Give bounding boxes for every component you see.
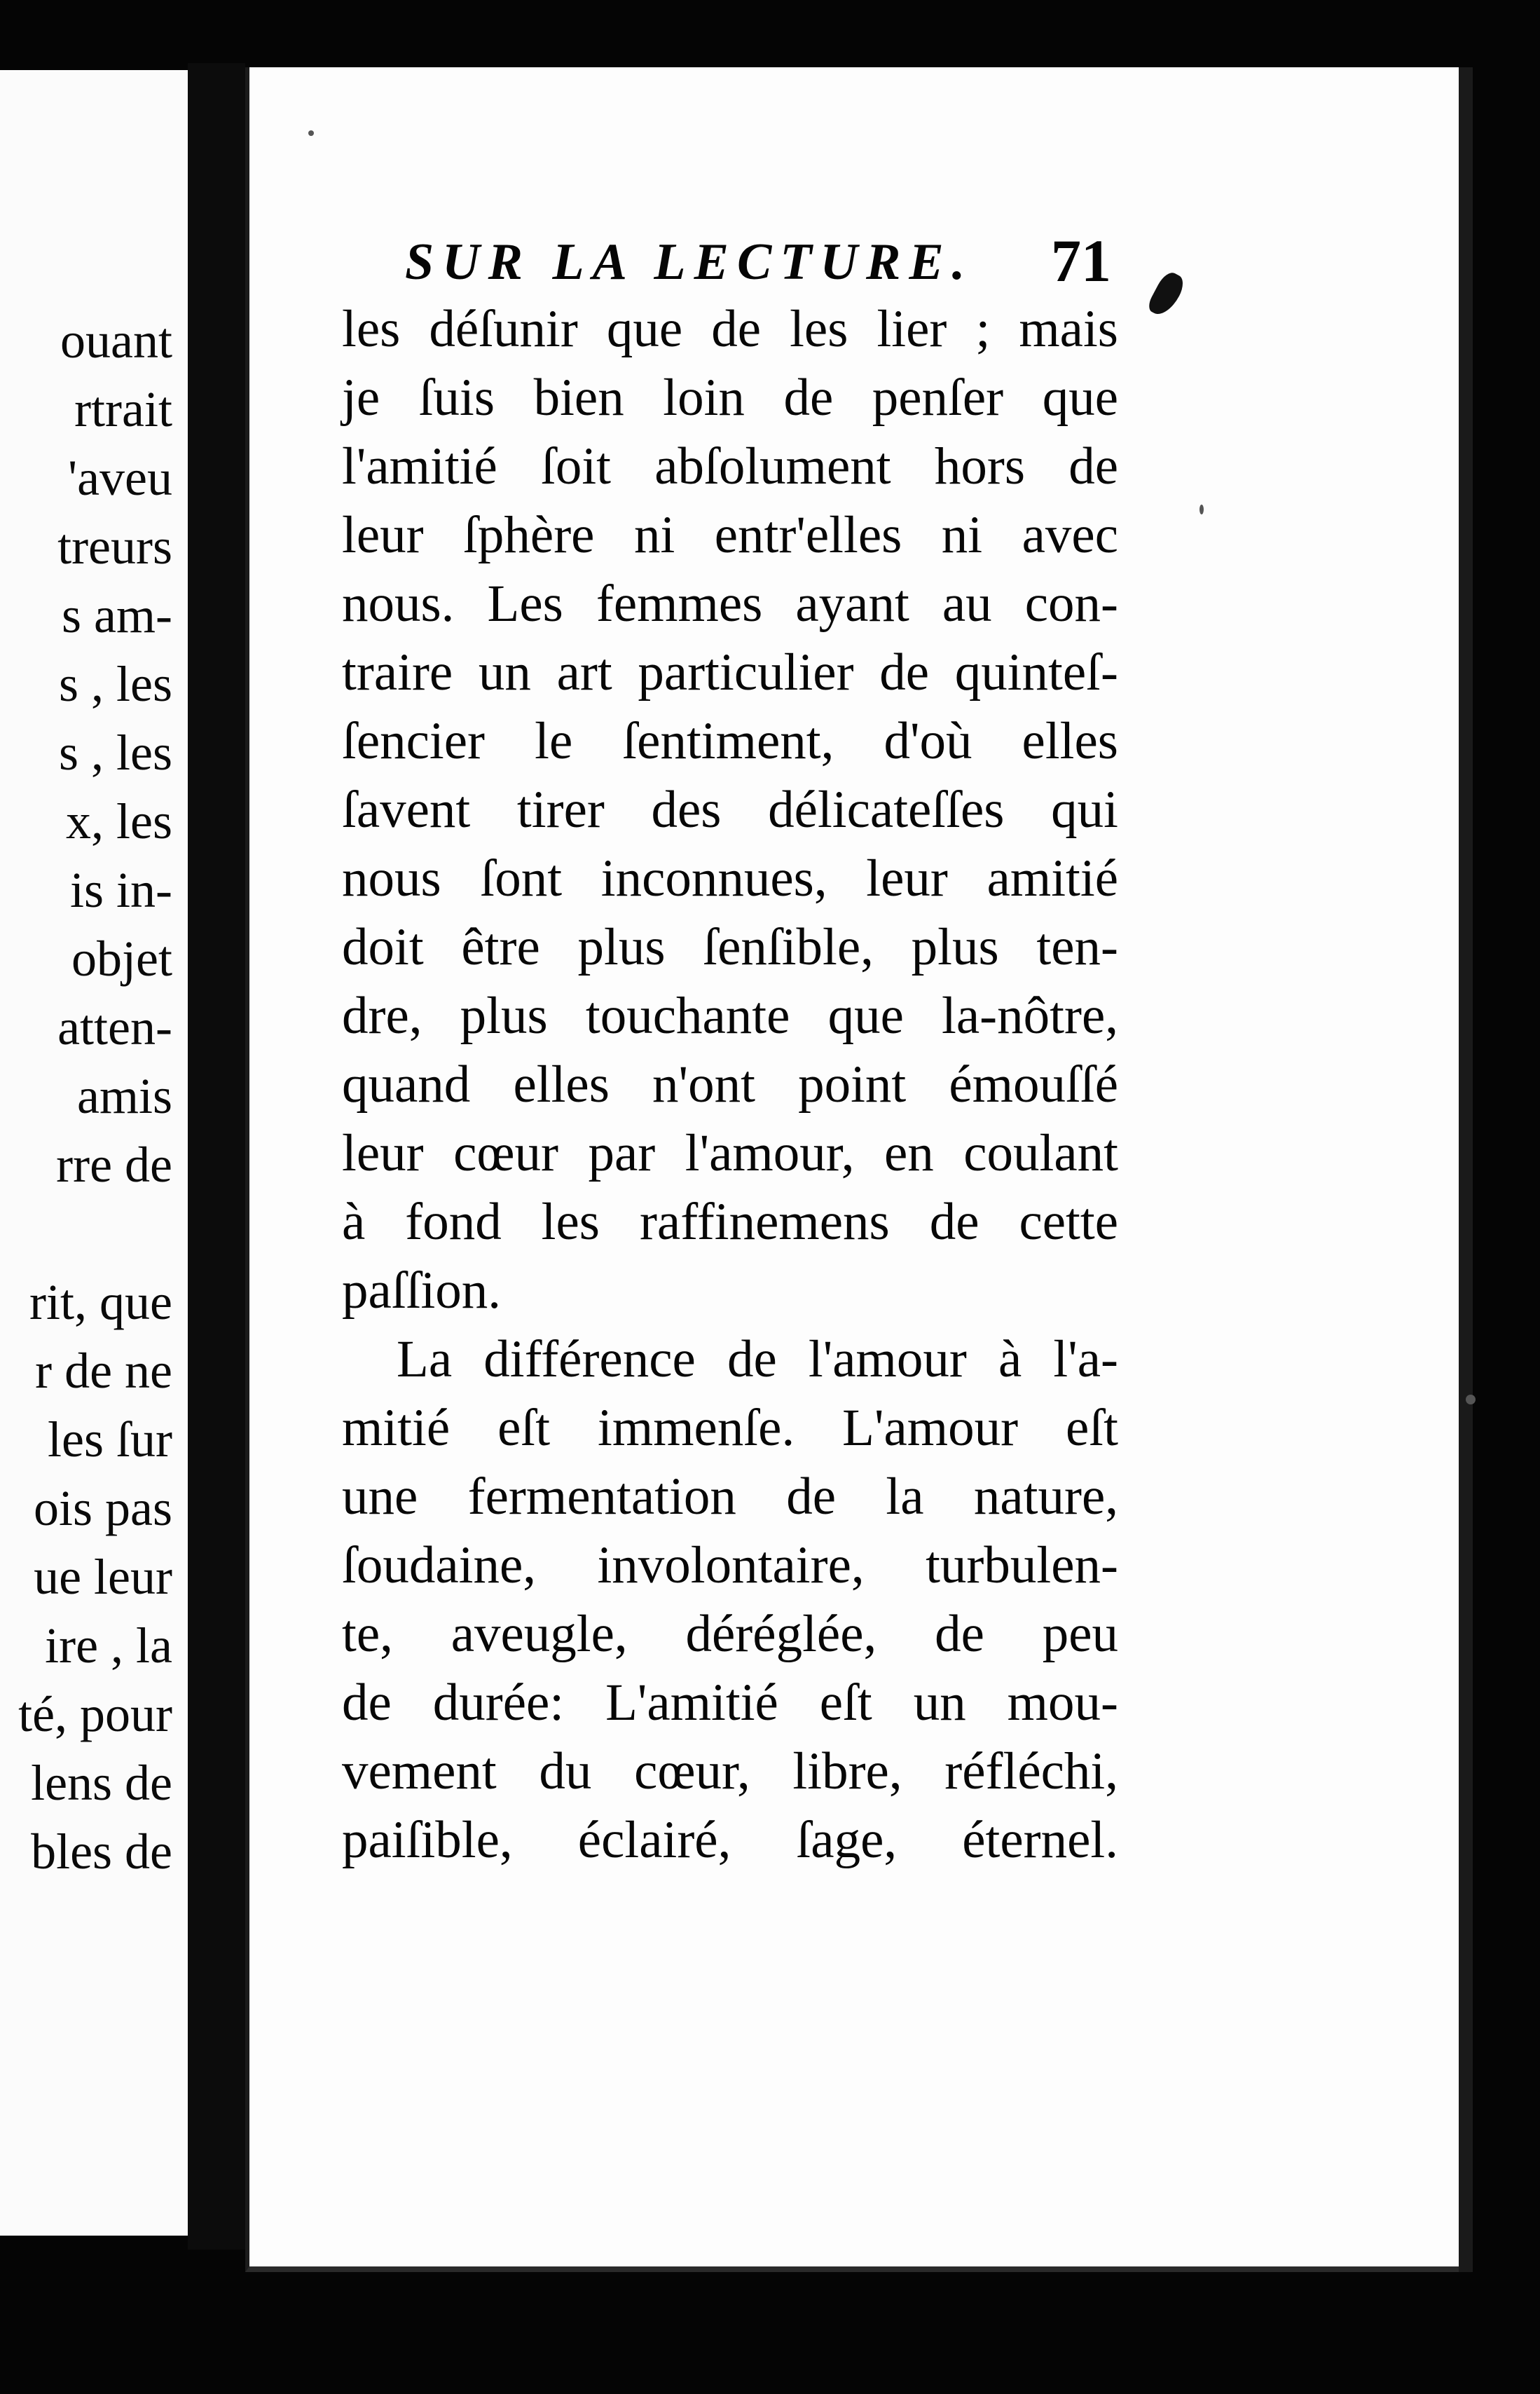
left-page-line: objet <box>71 931 172 987</box>
left-page-line: amis <box>77 1068 172 1124</box>
text-line: te, aveugle, déréglée, de peu <box>342 1605 1118 1663</box>
left-page-line: is in- <box>69 862 172 918</box>
left-page-line: r de ne <box>35 1343 172 1399</box>
text-line: quand elles n'ont point émouſſé <box>342 1055 1118 1114</box>
left-page-line: ois pas <box>34 1480 172 1536</box>
text-line: nous ſont inconnues, leur amitié <box>342 849 1118 908</box>
left-page-line: ouant <box>60 313 172 369</box>
left-page-line: s am- <box>62 587 172 643</box>
text-line: dre, plus touchante que la-nôtre, <box>342 987 1118 1045</box>
left-page-line: x, les <box>66 793 172 849</box>
paper-speck <box>1466 1395 1476 1404</box>
text-line: une fermentation de la nature, <box>342 1468 1118 1526</box>
text-line: leur ſphère ni entr'elles ni avec <box>342 506 1118 564</box>
running-head: SUR LA LECTURE. <box>405 233 974 291</box>
text-line: leur cœur par l'amour, en coulant <box>342 1124 1118 1182</box>
left-page-line: treurs <box>57 519 172 575</box>
text-line: ſoudaine, involontaire, turbulen- <box>342 1536 1118 1594</box>
left-page-line: ire , la <box>45 1617 172 1674</box>
left-page-line: rit, que <box>29 1274 172 1330</box>
left-page-line: bles de <box>31 1824 172 1880</box>
text-line: je ſuis bien loin de penſer que <box>342 369 1118 427</box>
book-gutter <box>188 63 245 2250</box>
left-page-fragment <box>0 70 189 2236</box>
text-line: ſavent tirer des délicateſſes qui <box>342 781 1118 839</box>
left-page-line: ue leur <box>34 1549 172 1605</box>
left-page-line: rre de <box>56 1137 172 1193</box>
text-line: paiſible, éclairé, ſage, éternel. <box>342 1811 1118 1869</box>
left-page-line: lens de <box>31 1755 172 1811</box>
page-number: 71 <box>1051 227 1111 294</box>
text-line: doit être plus ſenſible, plus ten- <box>342 918 1118 976</box>
text-line: les déſunir que de les lier ; mais <box>342 300 1118 358</box>
text-line: nous. Les femmes ayant au con- <box>342 575 1118 633</box>
text-line: ſencier le ſentiment, d'où elles <box>342 712 1118 770</box>
left-page-line: s , les <box>59 725 172 781</box>
text-line: l'amitié ſoit abſolument hors de <box>342 437 1118 495</box>
left-page-line: té, pour <box>18 1686 172 1742</box>
page-edge <box>1459 67 1473 2272</box>
left-page-line: atten- <box>57 999 172 1055</box>
text-line: La différence de l'amour à l'a- <box>397 1330 1118 1388</box>
paper-speck <box>308 130 314 136</box>
left-page-line: les ſur <box>48 1411 172 1468</box>
text-line: vement du cœur, libre, réfléchi, <box>342 1742 1118 1800</box>
left-page-line: 'aveu <box>68 450 172 506</box>
left-page-line: rtrait <box>74 381 172 437</box>
text-line: traire un art particulier de quinteſ- <box>342 643 1118 702</box>
text-line: de durée: L'amitié eſt un mou- <box>342 1674 1118 1732</box>
left-page-line: s , les <box>59 656 172 712</box>
paper-speck <box>1199 505 1204 514</box>
text-line: à fond les raffinemens de cette <box>342 1193 1118 1251</box>
text-line: mitié eſt immenſe. L'amour eſt <box>342 1399 1118 1457</box>
text-line: paſſion. <box>342 1261 502 1320</box>
